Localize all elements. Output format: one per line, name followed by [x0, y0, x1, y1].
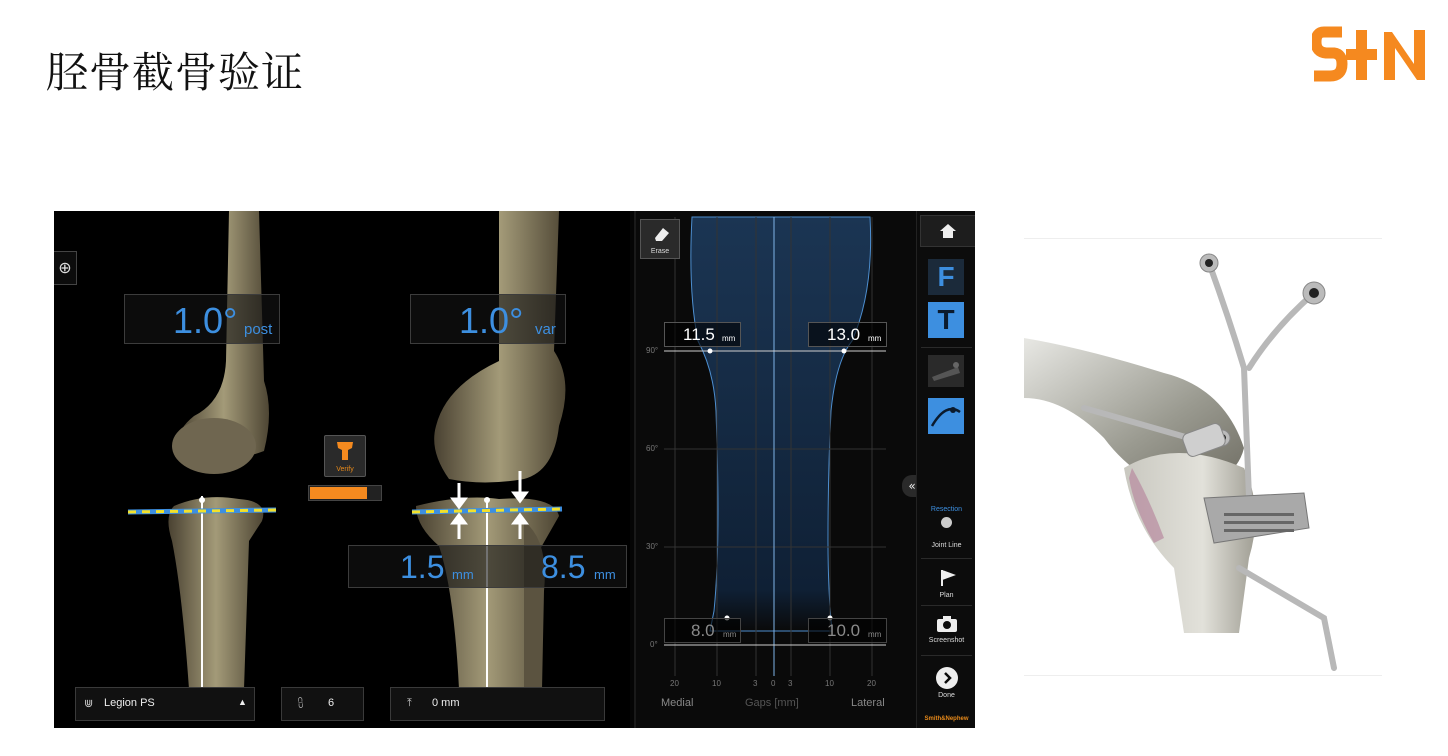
varus-readout	[410, 294, 566, 344]
implant-select[interactable]	[75, 687, 255, 721]
toolbar-divider	[921, 605, 972, 606]
camera-icon	[936, 615, 958, 633]
implant-select-value: Legion PS	[104, 697, 155, 709]
gap-bottom-lateral-unit: mm	[868, 630, 882, 639]
gap-tick: 0	[771, 679, 776, 688]
posterior-slope-value: 1.0°	[173, 300, 238, 341]
zoom-in-icon: ⊕	[58, 258, 72, 277]
gap-tick: 10	[825, 679, 834, 688]
double-chevron-left-icon: «	[908, 479, 916, 493]
angle-tick: 0°	[650, 640, 658, 649]
home-button[interactable]	[920, 215, 975, 247]
plan-button[interactable]	[937, 568, 957, 588]
offset-value: 0 mm	[432, 697, 460, 709]
medial-label: Medial	[661, 697, 694, 709]
surgical-cutting-guide-illustration	[1024, 238, 1382, 676]
angle-tick: 30°	[646, 542, 659, 551]
brand-label: Smith&Nephew	[924, 716, 969, 722]
screenshot-label: Screenshot	[928, 637, 965, 644]
gap-top-lateral-unit: mm	[868, 334, 882, 343]
resection-label: Resection	[930, 506, 963, 513]
implant-icon: ⋓	[84, 698, 94, 710]
medial-resection-value: 1.5	[400, 549, 445, 585]
gap-tick: 20	[867, 679, 876, 688]
insert-thickness-control[interactable]	[281, 687, 364, 721]
verify-button[interactable]	[324, 435, 366, 477]
varus-unit: var	[535, 321, 556, 338]
erase-button[interactable]	[640, 219, 680, 259]
varus-value: 1.0°	[459, 300, 524, 341]
posterior-slope-unit: post	[244, 321, 273, 338]
gap-tick: 3	[788, 679, 793, 688]
toolbar-divider	[921, 347, 972, 348]
gap-tick: 3	[753, 679, 758, 688]
lateral-resection-unit: mm	[594, 567, 616, 582]
gap-tick: 10	[712, 679, 721, 688]
gap-bottom-medial-value: 8.0	[691, 621, 715, 640]
medial-resection-unit: mm	[452, 567, 474, 582]
angle-tick: 90°	[646, 346, 659, 355]
lateral-resection-value: 8.5	[541, 549, 586, 585]
posterior-slope-readout	[124, 294, 280, 344]
insert-thickness-icon: ⩉	[298, 697, 303, 709]
done-label: Done	[938, 692, 955, 699]
resection-depth-readout	[348, 545, 627, 588]
knee-view-panel	[54, 211, 630, 728]
implant-position-button[interactable]	[928, 355, 964, 387]
plan-label: Plan	[939, 592, 954, 599]
gap-top-medial	[664, 322, 741, 347]
gap-bottom-medial-unit: mm	[723, 630, 737, 639]
offset-control[interactable]	[390, 687, 605, 721]
chevron-up-icon: ▲	[238, 697, 247, 707]
toolbar-divider	[921, 558, 972, 559]
gap-chart-panel	[634, 211, 917, 728]
joint-line-label: Joint Line	[931, 542, 962, 549]
toolbar-divider	[921, 655, 972, 656]
screenshot-button[interactable]	[936, 615, 958, 633]
verify-label: Verify	[336, 466, 354, 473]
gap-top-lateral	[808, 322, 887, 347]
eraser-icon	[641, 220, 679, 248]
gap-tick: 20	[670, 679, 679, 688]
gap-balance-button[interactable]	[928, 398, 964, 434]
joint-line-toggle[interactable]	[941, 517, 952, 528]
chevron-right-icon	[936, 667, 958, 689]
tibia-implant-icon	[325, 436, 365, 466]
femur-tab[interactable]: F	[928, 259, 964, 295]
gap-top-medial-value: 11.5	[683, 325, 715, 344]
gaps-axis-label: Gaps [mm]	[745, 697, 799, 709]
verify-progress-fill	[310, 487, 367, 499]
gap-bottom-lateral-value: 10.0	[827, 621, 861, 640]
verify-progress-bar	[308, 485, 382, 501]
gap-chart	[636, 211, 917, 728]
gap-top-medial-unit: mm	[722, 334, 736, 343]
workflow-toolbar	[916, 211, 975, 728]
gap-bottom-medial	[664, 618, 741, 643]
zoom-in-button[interactable]	[54, 251, 77, 285]
erase-label: Erase	[650, 248, 670, 255]
flag-icon	[937, 568, 957, 588]
lateral-label: Lateral	[851, 697, 885, 709]
gap-bottom-lateral	[808, 618, 887, 643]
bone-cut-icon	[928, 355, 964, 387]
slide-title: 胫骨截骨验证	[46, 48, 305, 97]
smith-nephew-logo	[1312, 26, 1428, 84]
home-icon	[921, 216, 975, 246]
angle-tick: 60°	[646, 444, 659, 453]
tibia-tab[interactable]: T	[928, 302, 964, 338]
insert-thickness-value: 6	[328, 697, 335, 709]
navigation-app-window	[54, 211, 975, 728]
balance-curve-icon	[928, 398, 964, 434]
gap-top-lateral-value: 13.0	[827, 325, 861, 344]
offset-icon: ⤒	[407, 697, 412, 709]
done-button[interactable]	[936, 667, 958, 689]
